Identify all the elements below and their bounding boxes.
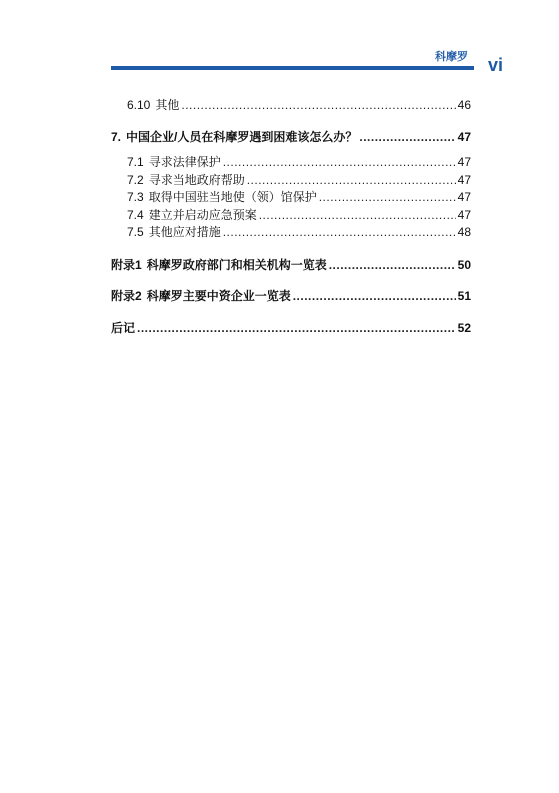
toc-entry-7-2[interactable] — [127, 172, 471, 188]
toc-entry-label: 建立并启动应急预案 — [148, 208, 257, 222]
toc-entry-label: 中国企业/人员在科摩罗遇到困难该怎么办？ — [126, 130, 358, 144]
toc-entry-page: 46 — [457, 98, 471, 112]
toc-entry-number: 附录1 — [111, 258, 142, 272]
toc-entry-7-1[interactable] — [127, 154, 471, 170]
toc-leader-dots — [137, 320, 456, 336]
toc-entry-7-5[interactable] — [127, 224, 471, 240]
toc-entry-label: 科摩罗主要中资企业一览表 — [146, 289, 291, 303]
toc-entry-number: 6.10 — [127, 98, 151, 112]
toc-entry-label: 其他 — [155, 98, 180, 112]
toc-entry-label: 寻求法律保护 — [148, 155, 221, 169]
toc-leader-dots — [293, 288, 456, 304]
toc-entry-page: 52 — [457, 321, 471, 335]
toc-leader-dots — [223, 224, 456, 240]
toc-entry-page: 47 — [457, 208, 471, 222]
toc-leader-dots — [223, 154, 456, 170]
page-number: vi — [488, 55, 504, 75]
toc-leader-dots — [359, 129, 455, 145]
toc-entry-page: 48 — [457, 225, 471, 239]
toc-entry-page: 47 — [457, 173, 471, 187]
toc-leader-dots — [329, 257, 456, 273]
toc-entry-page: 47 — [457, 155, 471, 169]
toc-entry-number: 7.1 — [127, 155, 144, 169]
toc-entry-number: 7.4 — [127, 208, 144, 222]
toc-entry-number: 附录2 — [111, 289, 142, 303]
toc-entry-7-3[interactable] — [127, 189, 471, 205]
toc-leader-dots — [259, 207, 456, 223]
toc-entry-6-10[interactable] — [127, 97, 471, 113]
toc-entry-number: 7.2 — [127, 173, 144, 187]
toc-entry-label: 取得中国驻当地使（领）馆保护 — [148, 190, 317, 204]
toc-entry-label: 科摩罗政府部门和相关机构一览表 — [146, 258, 327, 272]
header-title: 科摩罗 — [435, 51, 468, 63]
toc-entry-number: 7. — [111, 130, 122, 144]
toc-entry-page: 51 — [457, 289, 471, 303]
toc-entry-label: 寻求当地政府帮助 — [148, 173, 245, 187]
toc-entry-7-4[interactable] — [127, 207, 471, 223]
toc-entry-label: 后记 — [111, 321, 136, 335]
toc-entry-number: 7.5 — [127, 225, 144, 239]
header-divider — [111, 66, 474, 70]
toc-entry-page: 50 — [457, 258, 471, 272]
toc-leader-dots — [319, 189, 456, 205]
toc-entry-appendix-2[interactable] — [111, 288, 471, 304]
toc-entry-page: 47 — [457, 190, 471, 204]
toc-entry-7[interactable] — [111, 129, 471, 145]
toc-entry-page: 47 — [457, 130, 471, 144]
toc-leader-dots — [181, 97, 455, 113]
toc-leader-dots — [247, 172, 456, 188]
toc-entry-appendix-1[interactable] — [111, 257, 471, 273]
toc-entry-label: 其他应对措施 — [148, 225, 221, 239]
toc-entry-afterword[interactable] — [111, 320, 471, 336]
toc-entry-number: 7.3 — [127, 190, 144, 204]
